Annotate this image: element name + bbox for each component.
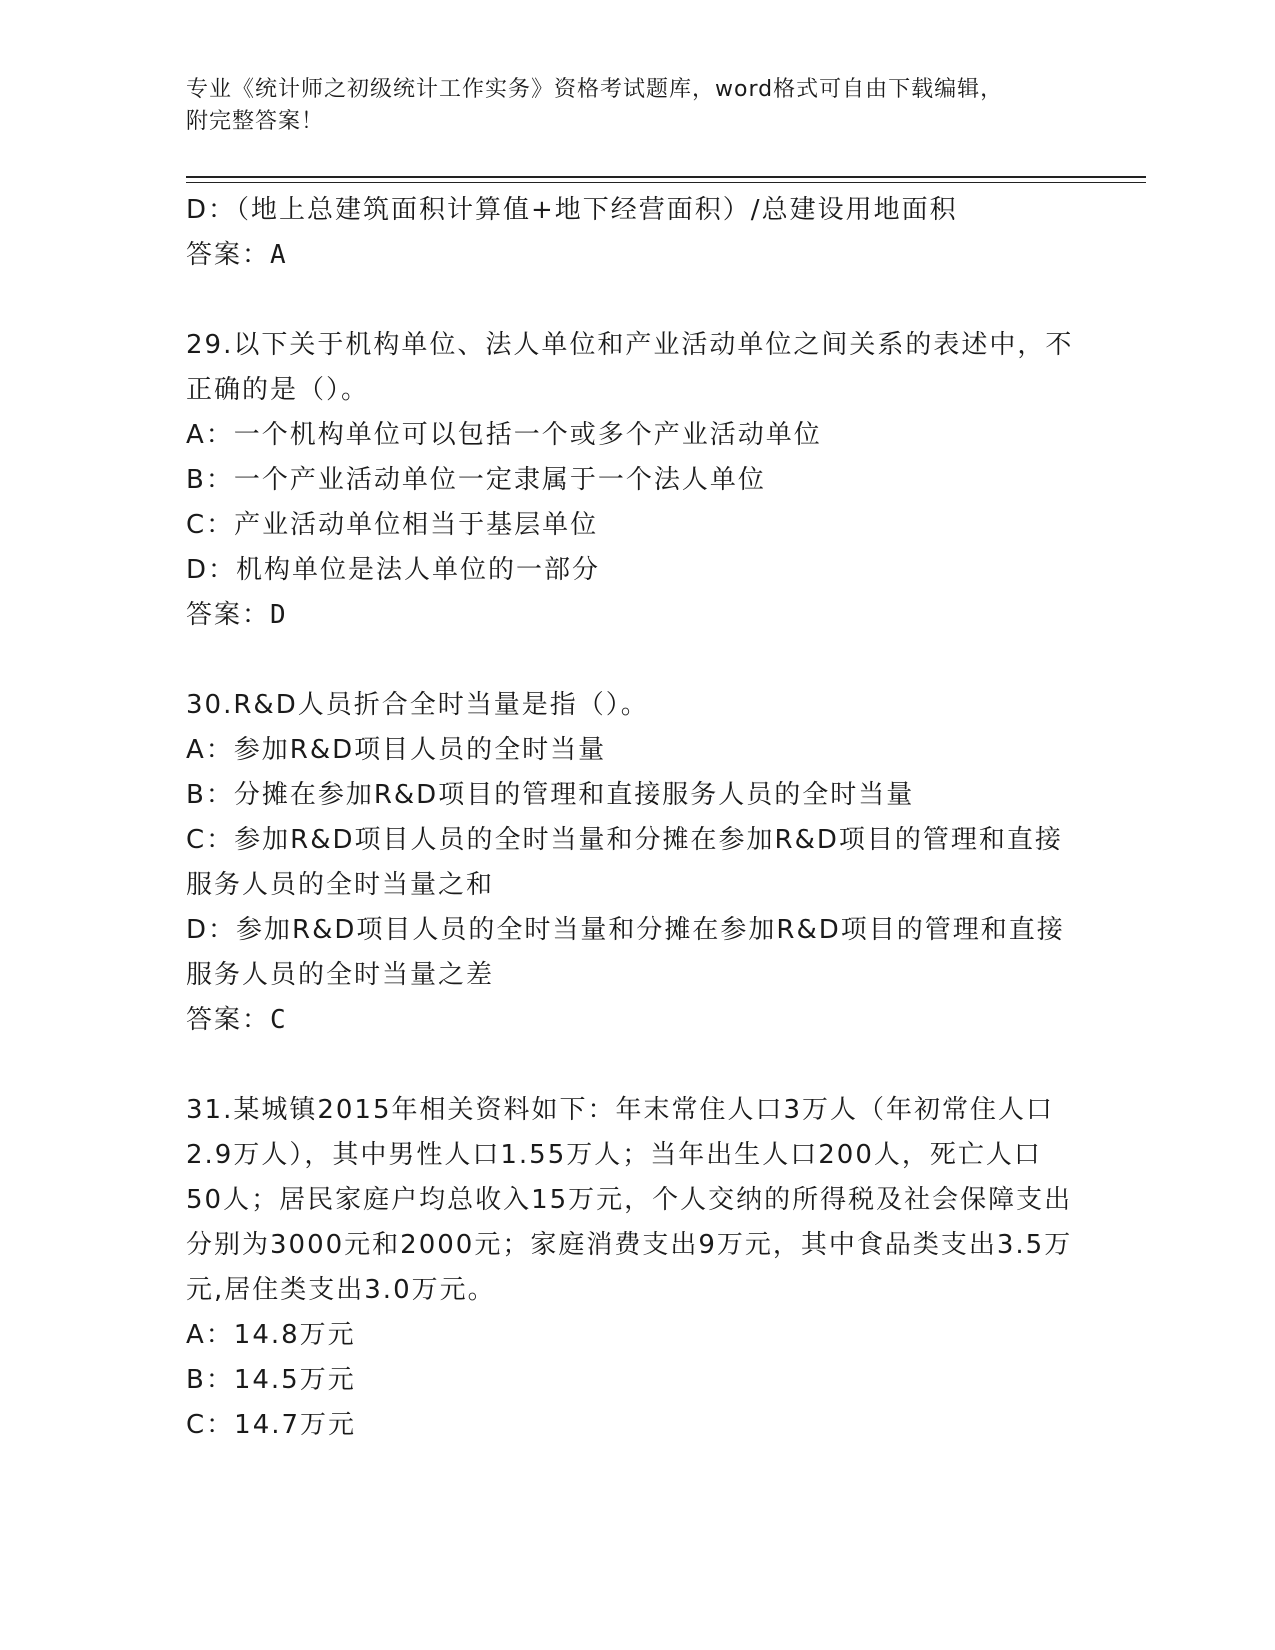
question-stem: 31.某城镇2015年相关资料如下：年末常住人口3万人（年初常住人口2.9万人），其中男性人口1.55万人；当年出生人口200人，死亡人口50人；居民家庭户均总收入15万元，个人交纳的所得税及社会保障支出分别为3000元和2000元；家庭消费支出9万元，其中食品类支出3.5万元,居住类支出3.0万元。: [186, 1095, 1073, 1305]
question-stem: 30.R&D人员折合全时当量是指（）。: [186, 690, 649, 720]
answer-line: [186, 998, 1076, 1043]
option-c: C：产业活动单位相当于基层单位: [186, 510, 599, 540]
option-d: D：参加R&D项目人员的全时当量和分摊在参加R&D项目的管理和直接服务人员的全时当量之差: [186, 915, 1065, 990]
answer-line: [186, 593, 1076, 638]
option-d: D：机构单位是法人单位的一部分: [186, 555, 601, 585]
header-divider-thick: [186, 176, 1146, 178]
question-stem: 29.以下关于机构单位、法人单位和产业活动单位之间关系的表述中，不正确的是（）。: [186, 330, 1074, 405]
question-gap: [186, 1043, 1076, 1088]
question-29: [186, 323, 1076, 638]
option-c: C：参加R&D项目人员的全时当量和分摊在参加R&D项目的管理和直接服务人员的全时当量之和: [186, 825, 1063, 900]
header-divider-thin: [186, 182, 1146, 183]
question-list: [186, 188, 1076, 1448]
answer-value: A: [270, 240, 288, 270]
question-31: [186, 1088, 1076, 1448]
header-line-1: 专业《统计师之初级统计工作实务》资格考试题库，word格式可自由下载编辑，: [186, 77, 1004, 102]
answer-line: [186, 233, 1076, 278]
option-b: B：14.5万元: [186, 1365, 356, 1395]
page-header: [186, 74, 1066, 138]
question-gap: [186, 278, 1076, 323]
option-a: A：一个机构单位可以包括一个或多个产业活动单位: [186, 420, 822, 450]
answer-label: 答案：: [186, 600, 271, 630]
answer-label: 答案：: [186, 240, 271, 270]
option-d: D：（地上总建筑面积计算值+地下经营面积）/总建设用地面积: [186, 195, 958, 225]
header-line-2: 附完整答案！: [186, 109, 325, 134]
option-a: A：参加R&D项目人员的全时当量: [186, 735, 607, 765]
question-30: [186, 683, 1076, 1043]
question-gap: [186, 638, 1076, 683]
option-b: B：一个产业活动单位一定隶属于一个法人单位: [186, 465, 766, 495]
answer-value: C: [270, 1005, 288, 1035]
option-c: C：14.7万元: [186, 1410, 357, 1440]
option-b: B：分摊在参加R&D项目的管理和直接服务人员的全时当量: [186, 780, 915, 810]
option-a: A：14.8万元: [186, 1320, 356, 1350]
answer-label: 答案：: [186, 1005, 271, 1035]
question-28: [186, 188, 1076, 278]
answer-value: D: [270, 600, 288, 630]
